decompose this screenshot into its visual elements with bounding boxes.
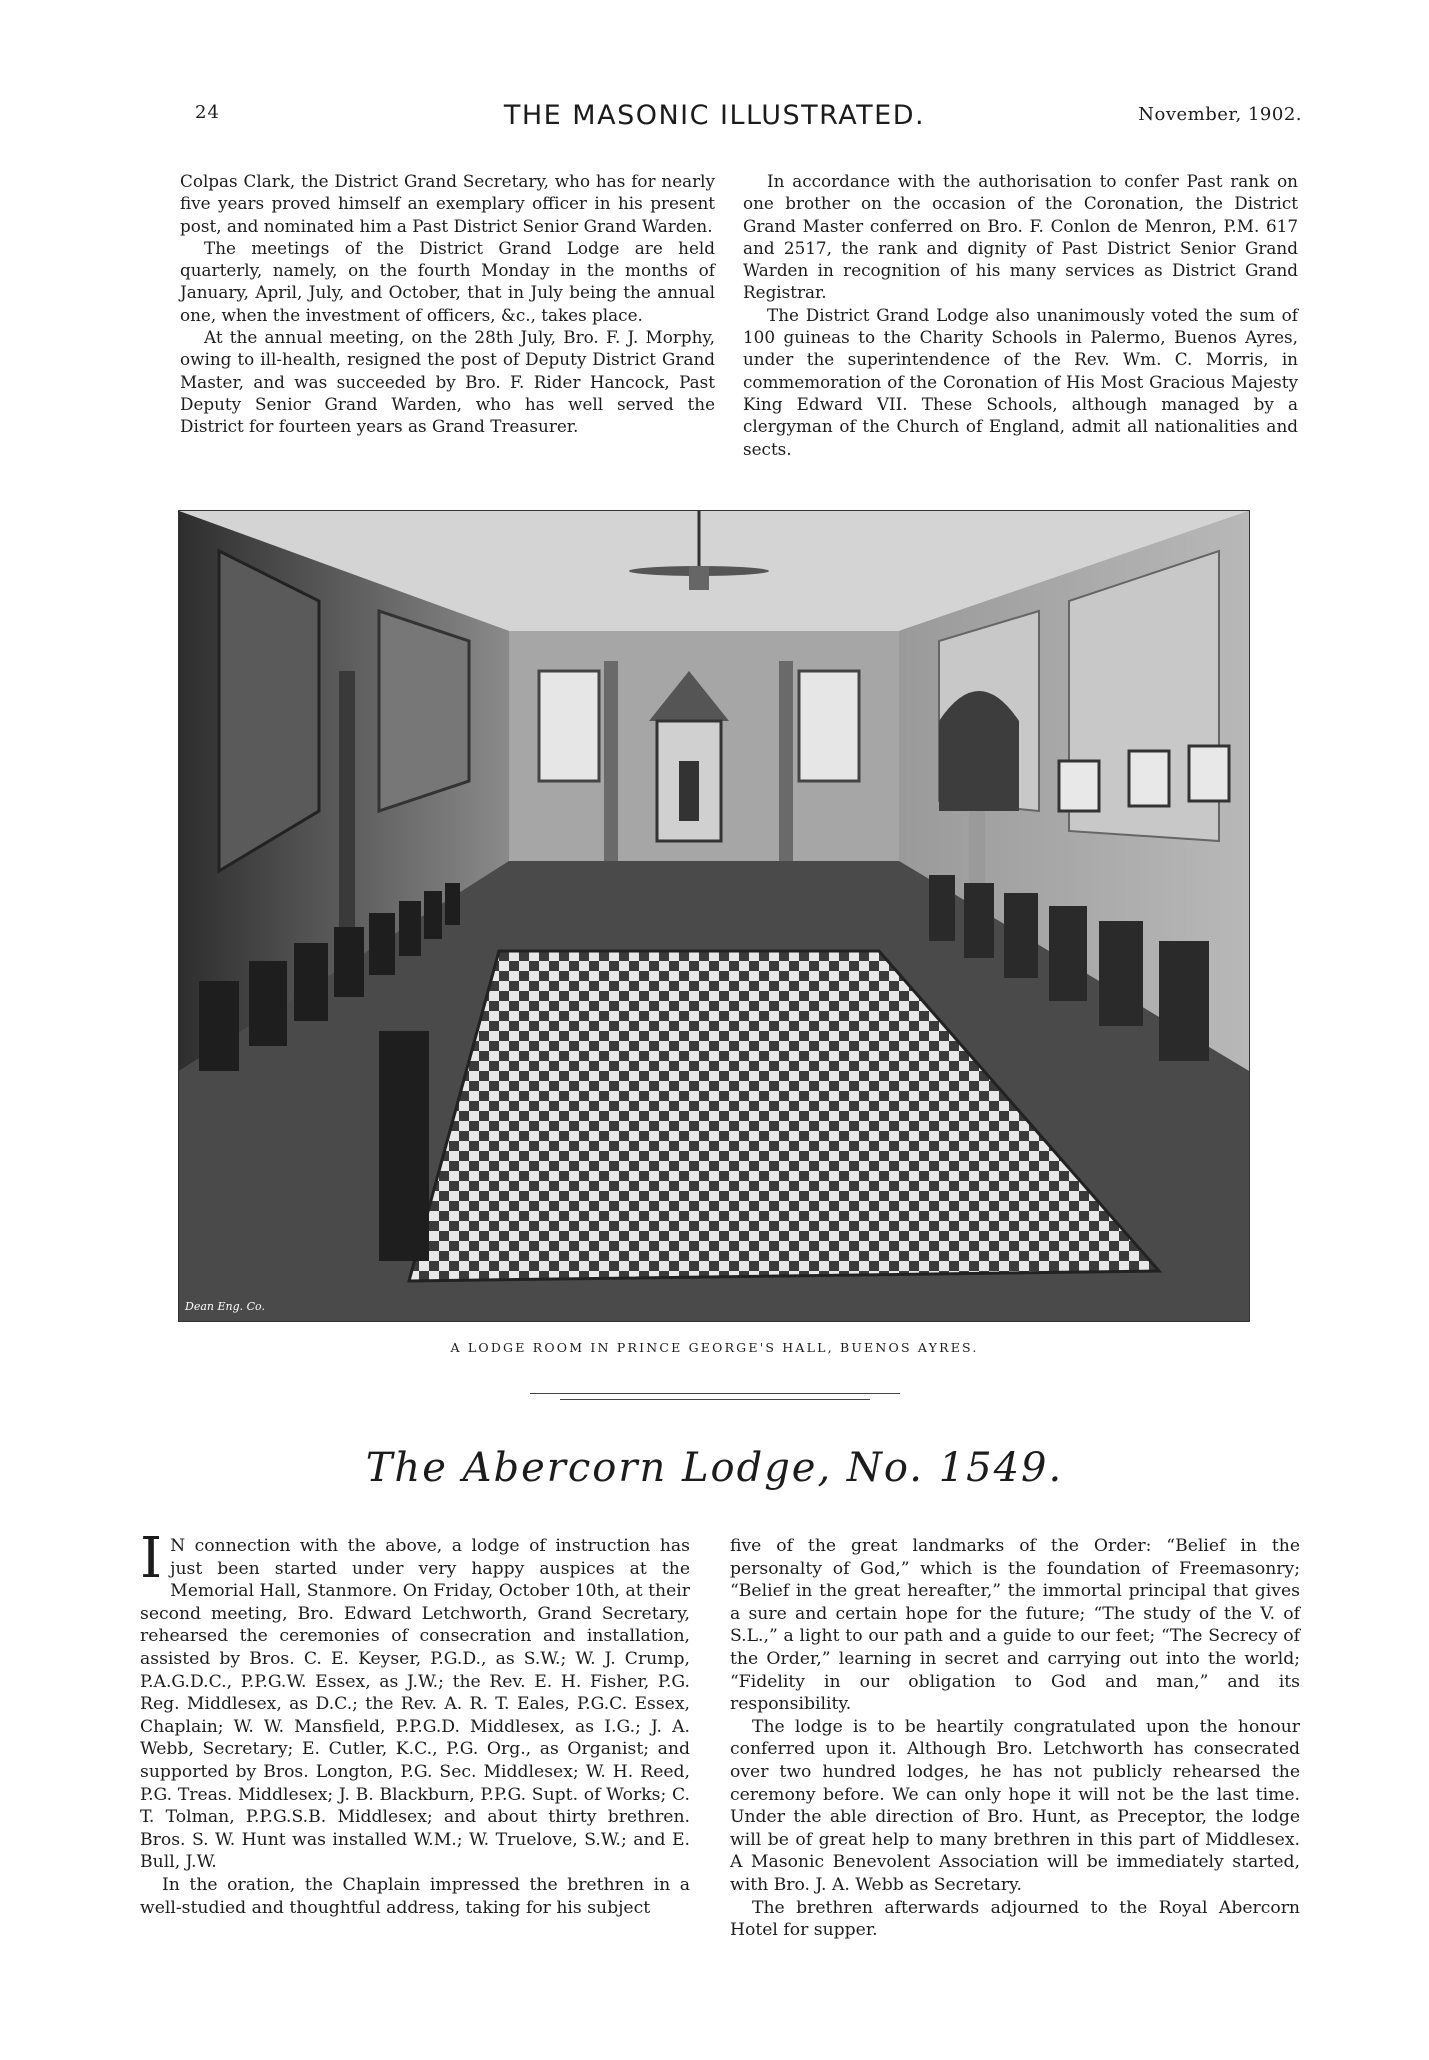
top-left-column <box>180 170 715 438</box>
divider-rule <box>560 1399 870 1400</box>
issue-date: November, 1902. <box>1138 104 1302 125</box>
article-title: The Abercorn Lodge, No. 1549. <box>365 1445 1064 1491</box>
masthead-title: THE MASONIC ILLUSTRATED. <box>503 100 926 131</box>
drop-cap: I <box>140 1526 163 1591</box>
paragraph: The meetings of the District Grand Lodge are held quarterly, namely, on the fourth Monday in the months of January, April, July, and October, that in July being the annual one, when the investment of officers, &c., takes place. <box>180 237 715 325</box>
page-header <box>0 100 1429 140</box>
paragraph <box>140 1526 690 1874</box>
article-right-column <box>730 1535 1300 1942</box>
paragraph: Colpas Clark, the District Grand Secretary, who has for nearly five years proved himself an exemplary officer in his present post, and nominated him a Past District Senior Grand Warden. <box>180 171 715 236</box>
page-number: 24 <box>195 102 220 123</box>
paragraph: At the annual meeting, on the 28th July, Bro. F. J. Morphy, owing to ill-health, resigned the post of Deputy District Grand Master, and was succeeded by Bro. F. Rider Hancock, Past Deputy Senior Grand Warden, who has well served the District for fourteen years as Grand Treasurer. <box>180 327 715 437</box>
paragraph: five of the great landmarks of the Order: “Belief in the personalty of God,” which is the foundation of Freemasonry; “Belief in the great hereafter,” the immortal principal that gives a sure and certain hope for the future; “The study of the V. of S.L.,” a light to our path and a guide to our feet; “The Secrecy of the Order,” learning in secret and carrying out into the world; “Fidelity in our obligation to God and man,” and its responsibility. <box>730 1536 1300 1715</box>
paragraph: The lodge is to be heartily congratulated upon the honour conferred upon it. Although Bro. Letchworth has consecrated over two hundred lodges, he has not publicly rehearsed the ceremony before. We can only hope it will not be the last time. Under the able direction of Bro. Hunt, as Preceptor, the lodge will be of great help to many brethren in this part of Middlesex. A Masonic Benevolent Association will be immediately started, with Bro. J. A. Webb as Secretary. <box>730 1716 1300 1895</box>
paragraph-text: N connection with the above, a lodge of instruction has just been started under very happy auspices at the Memorial Hall, Stanmore. On Friday, October 10th, at their second meeting, Bro. Edward Letchworth, Grand Secretary, rehearsed the ceremonies of consecration and installation, assisted by Bros. C. E. Keyser, P.G.D., as S.W.; W. J. Crump, P.A.G.D.C., P.P.G.W. Essex, as J.W.; the Rev. E. H. Fisher, P.G. Reg. Middlesex, as D.C.; the Rev. A. R. T. Eales, P.G.C. Essex, Chaplain; W. W. Mansfield, P.P.G.D. Middlesex, as I.G.; J. A. Webb, Secretary; E. Cutler, K.C., P.G. Org., as Organist; and supported by Bros. Longton, P.G. Sec. Middlesex; W. H. Reed, P.G. Treas. Middlesex; J. B. Blackburn, P.P.G. Supt. of Works; C. T. Tolman, P.P.G.S.B. Middlesex; and about thirty brethren. Bros. S. W. Hunt was installed W.M.; W. Truelove, S.W.; and E. Bull, J.W. <box>140 1536 690 1873</box>
paragraph: In accordance with the authorisation to confer Past rank on one brother on the occasion of the Coronation, the District Grand Master conferred on Bro. F. Conlon de Menron, P.M. 617 and 2517, the rank and dignity of Past District Senior Grand Warden in recognition of his many services as District Grand Registrar. <box>743 171 1298 303</box>
lodge-room-photograph <box>178 510 1250 1322</box>
paragraph: In the oration, the Chaplain impressed the brethren in a well-studied and thoughtful address, taking for his subject <box>140 1874 690 1918</box>
photo-caption: A LODGE ROOM IN PRINCE GEORGE'S HALL, BUENOS AYRES. <box>450 1340 979 1355</box>
divider-rule <box>530 1393 900 1394</box>
paragraph: The brethren afterwards adjourned to the Royal Abercorn Hotel for supper. <box>730 1897 1300 1941</box>
article-left-column <box>140 1526 690 1919</box>
engraver-credit: Dean Eng. Co. <box>185 1300 265 1313</box>
paragraph: The District Grand Lodge also unanimously voted the sum of 100 guineas to the Charity Schools in Palermo, Buenos Ayres, under the superintendence of the Rev. Wm. C. Morris, in commemoration of the Coronation of His Most Gracious Majesty King Edward VII. These Schools, although managed by a clergyman of the Church of England, admit all nationalities and sects. <box>743 304 1298 459</box>
top-right-column <box>743 170 1298 460</box>
